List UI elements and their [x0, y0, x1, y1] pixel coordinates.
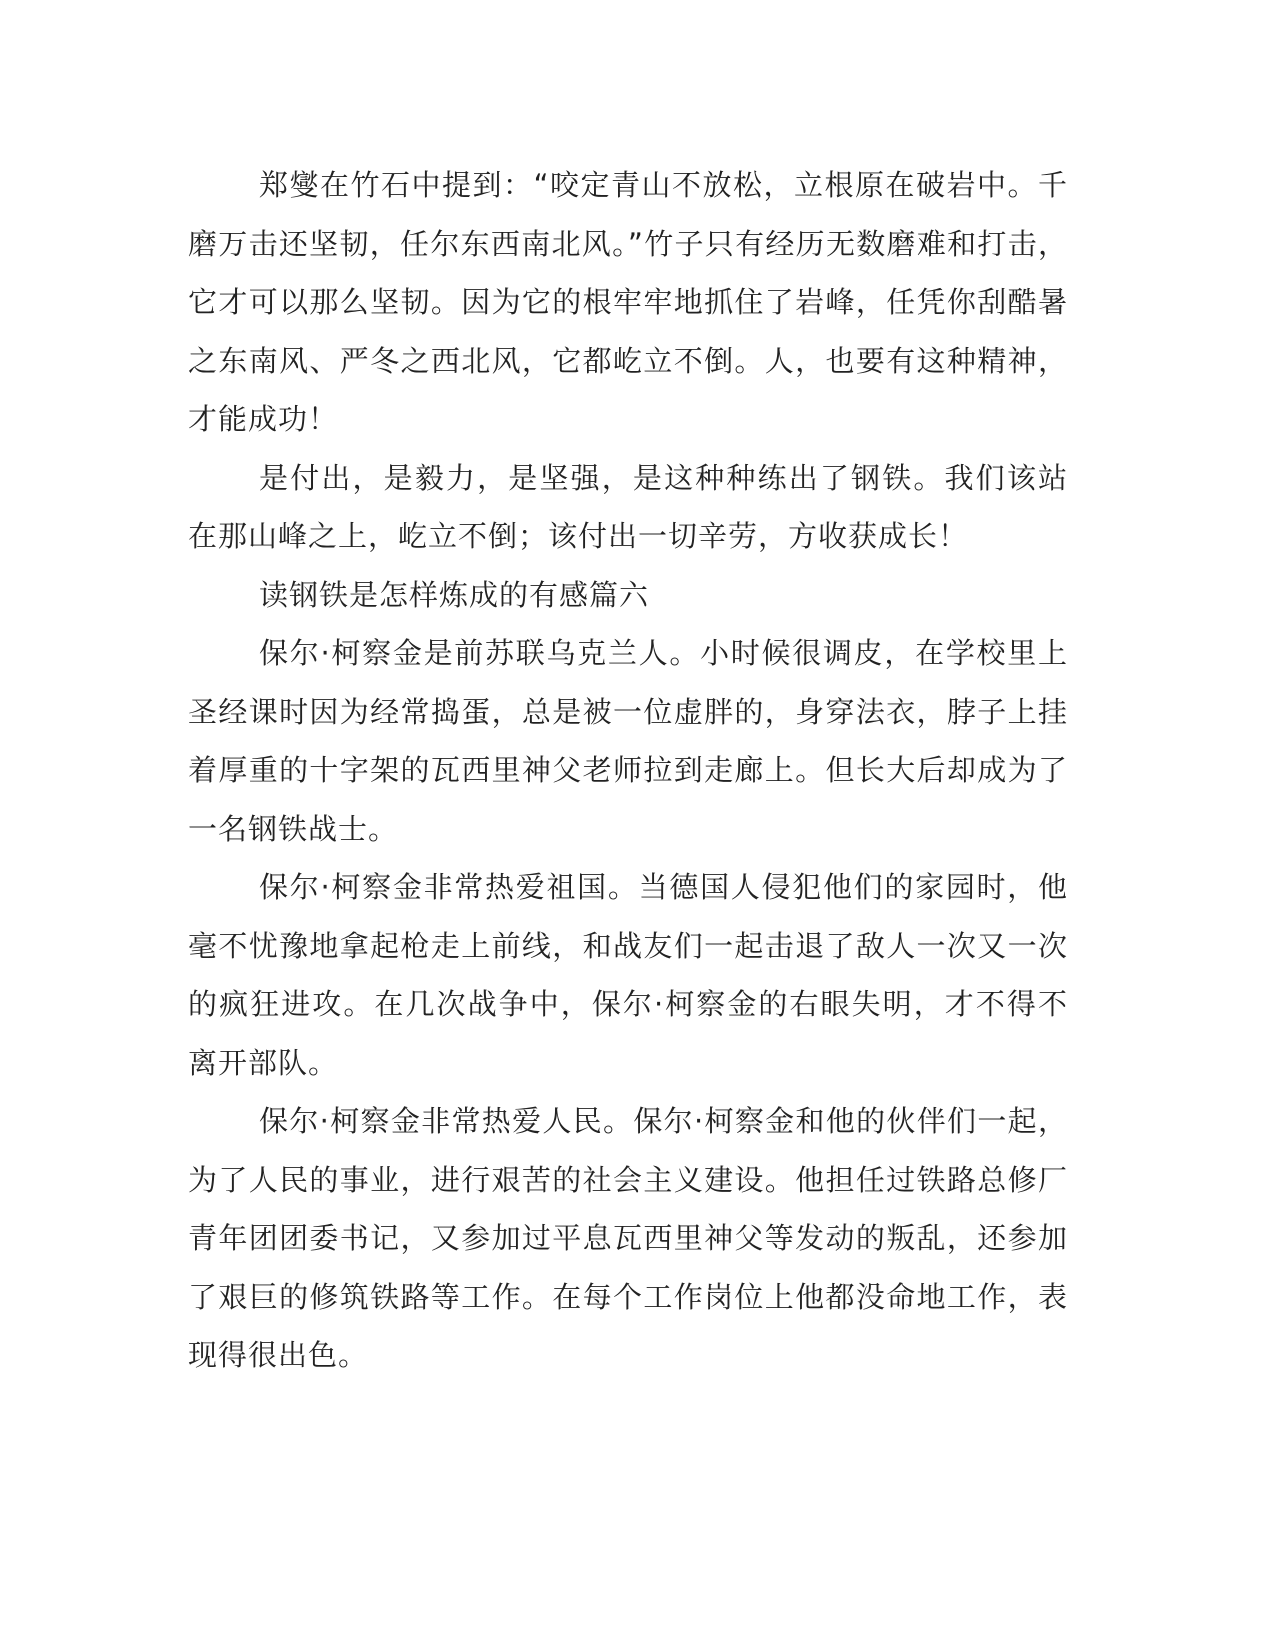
paragraph-pavel-people: 保尔·柯察金非常热爱人民。保尔·柯察金和他的伙伴们一起，为了人民的事业，进行艰苦的社会主义建设。他担任过铁路总修厂青年团团委书记，又参加过平息瓦西里神父等发动的叛乱，还参加了艰巨的修筑铁路等工作。在每个工作岗位上他都没命地工作，表现得很出色。	[188, 1104, 1068, 1372]
paragraph-pavel-country: 保尔·柯察金非常热爱祖国。当德国人侵犯他们的家园时，他毫不忧豫地拿起枪走上前线，和战友们一起击退了敌人一次又一次的疯狂进攻。在几次战争中，保尔·柯察金的右眼失明，才不得不离开部队。	[188, 870, 1068, 1080]
section-heading: 读钢铁是怎样炼成的有感篇六	[259, 577, 650, 612]
paragraph-bamboo: 郑燮在竹石中提到：“咬定青山不放松，立根原在破岩中。千磨万击还坚韧，任尔东西南北风。”竹子只有经历无数磨难和打击，它才可以那么坚韧。因为它的根牢牢地抓住了岩峰，任凭你刮酷暑之东南风、严冬之西北风，它都屹立不倒。人，也要有这种精神，才能成功！	[188, 168, 1068, 436]
paragraph-pavel-intro: 保尔·柯察金是前苏联乌克兰人。小时候很调皮，在学校里上圣经课时因为经常捣蛋，总是被一位虚胖的，身穿法衣，脖子上挂着厚重的十字架的瓦西里神父老师拉到走廊上。但长大后却成为了一名钢铁战士。	[188, 636, 1068, 846]
paragraph-steel: 是付出，是毅力，是坚强，是这种种练出了钢铁。我们该站在那山峰之上，屹立不倒；该付出一切辛劳，方收获成长！	[188, 460, 1068, 553]
document-body	[188, 156, 1068, 1385]
